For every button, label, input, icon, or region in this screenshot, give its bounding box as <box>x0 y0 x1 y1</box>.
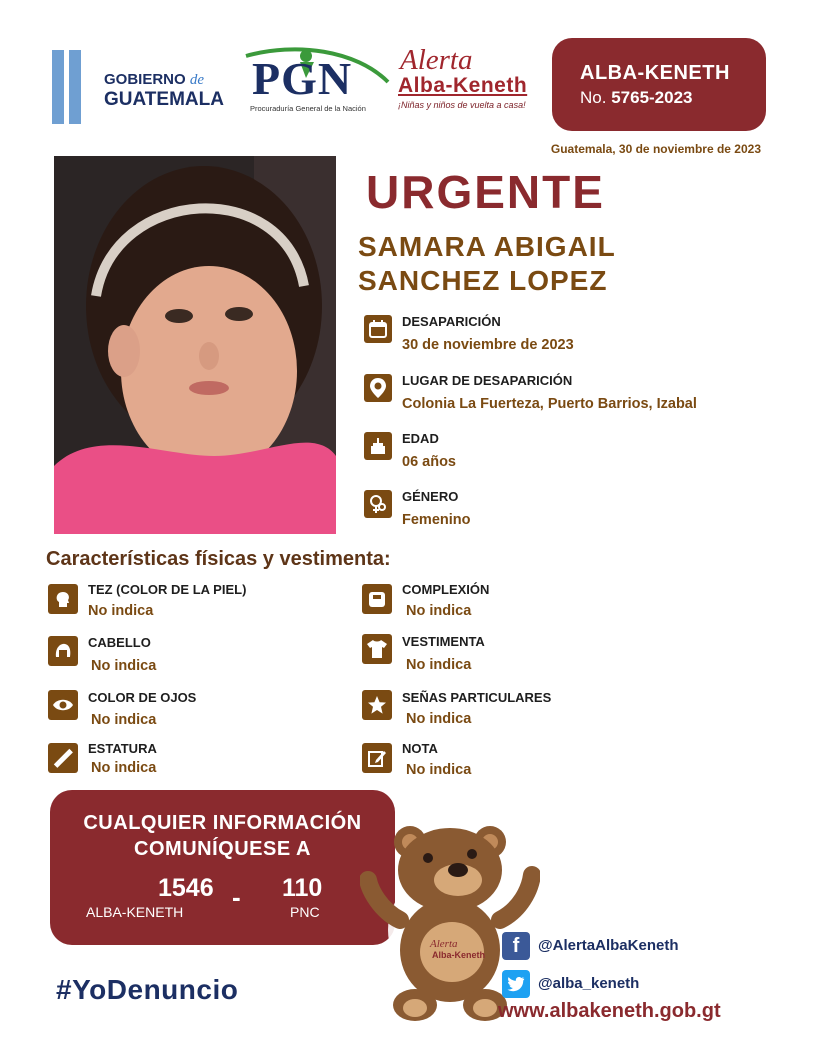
missing-child-photo <box>54 156 336 534</box>
height-value: No indica <box>91 760 157 776</box>
marks-label: SEÑAS PARTICULARES <box>402 690 552 705</box>
pgn-logo: PGN <box>252 53 353 104</box>
twitter-icon[interactable] <box>502 970 530 998</box>
age-value: 06 años <box>402 454 456 470</box>
case-no-prefix: No. <box>580 88 607 107</box>
gender-label: GÉNERO <box>402 489 459 504</box>
scale-icon <box>362 584 392 614</box>
case-number-box <box>552 38 766 131</box>
urgency-heading: URGENTE <box>366 166 605 218</box>
note-edit-icon <box>362 743 392 773</box>
ruler-icon <box>48 743 78 773</box>
phone-number-pnc[interactable]: 110 <box>282 874 323 902</box>
gov-line1: GOBIERNO <box>104 71 186 88</box>
name-line1: SAMARA ABIGAIL <box>358 231 616 262</box>
pgn-subtitle: Procuraduría General de la Nación <box>250 104 366 113</box>
name-line2: SANCHEZ LOPEZ <box>358 265 608 296</box>
gender-value: Femenino <box>402 512 471 528</box>
note-value: No indica <box>406 762 472 778</box>
alba-keneth-logo-text: Alba-Keneth <box>398 74 528 97</box>
gobierno-guatemala-logo <box>104 70 224 109</box>
facebook-icon[interactable]: f <box>502 932 530 960</box>
build-label: COMPLEXIÓN <box>402 582 490 597</box>
child-name <box>358 230 616 298</box>
guatemala-flag-logo <box>52 50 96 124</box>
calendar-icon <box>364 315 392 343</box>
skin-label: TEZ (COLOR DE LA PIEL) <box>88 582 247 597</box>
eye-icon <box>48 690 78 720</box>
contact-heading-line1: CUALQUIER INFORMACIÓN <box>83 812 362 834</box>
bear-mascot-icon <box>360 820 540 1030</box>
hair-value: No indica <box>91 658 157 674</box>
marks-value: No indica <box>406 711 472 727</box>
location-value: Colonia La Fuerteza, Puerto Barrios, Izabal <box>402 396 697 412</box>
gov-line2: GUATEMALA <box>104 89 224 110</box>
clothing-label: VESTIMENTA <box>402 634 485 649</box>
location-pin-icon <box>364 374 392 402</box>
build-value: No indica <box>406 603 472 619</box>
bear-badge-line1: Alerta <box>430 938 458 950</box>
age-label: EDAD <box>402 431 439 446</box>
star-icon <box>362 690 392 720</box>
skin-value: No indica <box>88 603 154 619</box>
hair-icon <box>48 636 78 666</box>
bear-badge-line2: Alba-Keneth <box>432 950 486 960</box>
issue-date: Guatemala, 30 de noviembre de 2023 <box>550 142 761 156</box>
height-label: ESTATURA <box>88 741 157 756</box>
facebook-handle[interactable]: @AlertaAlbaKeneth <box>538 937 679 954</box>
note-label: NOTA <box>402 741 438 756</box>
hair-label: CABELLO <box>88 635 151 650</box>
eye-color-value: No indica <box>91 712 157 728</box>
eye-color-label: COLOR DE OJOS <box>88 690 197 705</box>
gender-icon <box>364 490 392 518</box>
head-profile-icon <box>48 584 78 614</box>
alerta-tagline: ¡Niñas y niños de vuelta a casa! <box>398 100 526 110</box>
phone-number-alba-keneth[interactable]: 1546 <box>158 874 214 902</box>
phone-separator: - <box>232 882 241 912</box>
twitter-handle[interactable]: @alba_keneth <box>538 975 640 992</box>
contact-box <box>50 790 395 945</box>
disappearance-label: DESAPARICIÓN <box>402 314 501 329</box>
cake-icon <box>364 432 392 460</box>
contact-heading-line2: COMUNÍQUESE A <box>134 838 311 860</box>
website-link[interactable]: www.albakeneth.gob.gt <box>498 1000 721 1022</box>
case-number: 5765-2023 <box>611 88 693 107</box>
contact-heading <box>50 810 395 862</box>
phone-label-pnc: PNC <box>290 904 320 920</box>
phone-label-alba-keneth: ALBA-KENETH <box>86 904 184 920</box>
clothing-value: No indica <box>406 657 472 673</box>
shirt-icon <box>362 634 392 664</box>
alerta-logo-text: Alerta <box>400 44 473 76</box>
characteristics-title: Características físicas y vestimenta: <box>46 548 391 570</box>
case-title: ALBA-KENETH <box>580 62 730 84</box>
hashtag: #YoDenuncio <box>56 974 239 1005</box>
location-label: LUGAR DE DESAPARICIÓN <box>402 373 573 388</box>
disappearance-value: 30 de noviembre de 2023 <box>402 337 574 353</box>
gov-de: de <box>189 72 205 88</box>
